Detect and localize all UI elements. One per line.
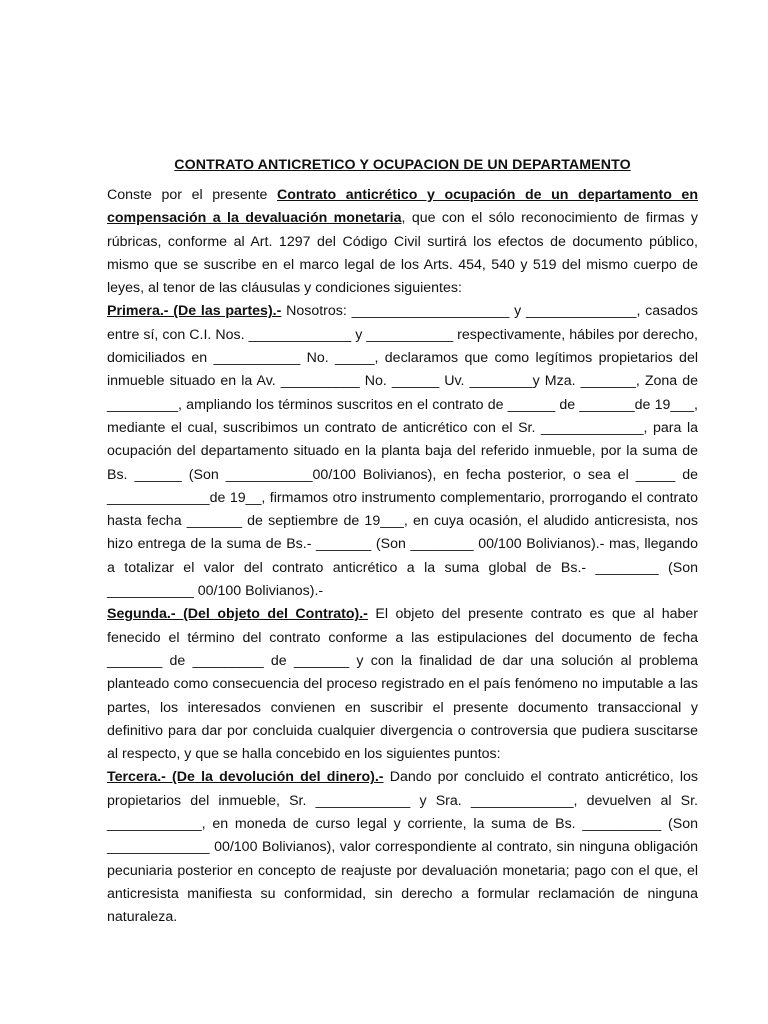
- clause-text: Nosotros: ____________________ y ______________, casados entre sí, con C.I. Nos. _____________ y ___________ respectivamente, hábiles por derecho, domiciliados en ___________ No. _____, declaramos que como legítimos propietarios del inmueble situado en la Av. __________ No. ______ Uv. ________y Mza. _______, Zona de _________, ampliando los términos suscritos en el contrato de ______ de _______de 19___, mediante el cual, suscribimos un contrato de anticrético con el Sr. _____________, para la ocupación del departamento situado en la planta baja del referido inmueble, por la suma de Bs. ______ (Son ___________00/100 Bolivianos), en fecha posterior, o sea el _____ de _____________de 19__, firmamos otro instrumento complementario, prorrogando el contrato hasta fecha _______ de septiembre de 19___, en cuya ocasión, el aludido anticresista, nos hizo entrega de la suma de Bs.- _______ (Son ________ 00/100 Bolivianos).- mas, llegando a totalizar el valor del contrato anticrético a la suma global de Bs.- ________ (Son ___________ 00/100 Bolivianos).-: [107, 303, 698, 600]
- intro-paragraph: [107, 184, 698, 300]
- clause-primera: [107, 300, 698, 603]
- clause-heading: Tercera.- (De la devolución del dinero).-: [107, 769, 384, 786]
- clause-text: Dando por concluido el contrato anticrético, los propietarios del inmueble, Sr. ____________ y Sra. _____________, devuelven al Sr. ____________, en moneda de curso legal y corriente, la suma de Bs. __________ (Son _____________ 00/100 Bolivianos), valor correspondiente al contrato, sin ninguna obligación pecuniaria posterior en concepto de reajuste por devaluación monetaria; pago con el que, el anticresista manifiesta su conformidad, sin derecho a formular reclamación de ninguna naturaleza.: [107, 769, 698, 926]
- intro-rest: , que con el sólo reconocimiento de firmas y rúbricas, conforme al Art. 1297 del Código Civil surtirá los efectos de documento público, mismo que se suscribe en el marco legal de los Arts. 454, 540 y 519 del mismo cuerpo de leyes, al tenor de las cláusulas y condiciones siguientes:: [107, 210, 699, 297]
- intro-lead: Conste por el presente: [107, 187, 278, 203]
- clause-heading: Segunda.- (Del objeto del Contrato).-: [107, 606, 368, 623]
- clause-tercera: [107, 766, 698, 929]
- contract-name-emphasis: Contrato anticrético y ocupación de un departamento en compensación a la devaluación monetaria: [107, 187, 698, 227]
- clause-text: El objeto del presente contrato es que al haber fenecido el término del contrato conforme a las estipulaciones del documento de fecha _______ de _________ de _______ y con la finalidad de dar una solución al problema planteado como consecuencia del proceso registrado en el país fenómeno no imputable a las partes, los interesados convienen en suscribir el presente documento transaccional y definitivo para dar por concluida cualquier divergencia o controversia que pudiera suscitarse al respecto, y que se halla concebido en los siguientes puntos:: [107, 606, 698, 763]
- document-title: CONTRATO ANTICRETICO Y OCUPACION DE UN DEPARTAMENTO: [174, 157, 631, 173]
- clause-heading: Primera.- (De las partes).-: [107, 303, 282, 320]
- clause-segunda: [107, 603, 698, 766]
